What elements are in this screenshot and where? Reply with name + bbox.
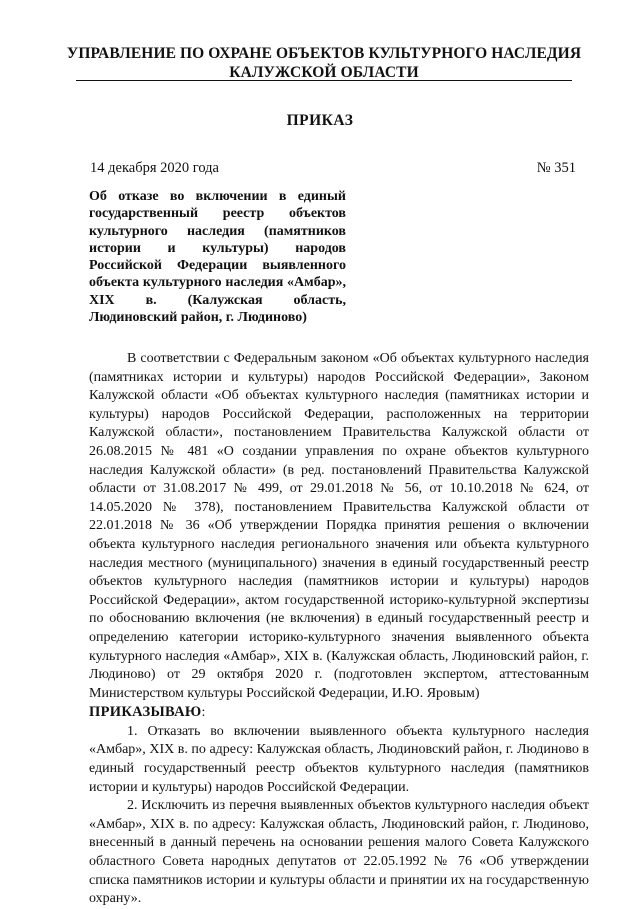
order-item-1: 1. Отказать во включении выявленного объекта культурного наследия «Амбар», XIX в. по адресу: Калужская область, Людиновский район, г. Людиново в единый государственный реестр объектов культурного наследия (памятников истории и культуры) народов Российской Федерации.	[89, 723, 589, 795]
organization-name-line1: УПРАВЛЕНИЕ ПО ОХРАНЕ ОБЪЕКТОВ КУЛЬТУРНОГО НАСЛЕДИЯ	[66, 45, 582, 62]
document-date: 14 декабря 2020 года	[90, 160, 219, 176]
document-number: № 351	[536, 160, 576, 176]
order-colon: :	[201, 705, 206, 721]
order-word: ПРИКАЗЫВАЮ	[89, 704, 202, 721]
document-subject: Об отказе во включении в единый государственный реестр объектов культурного наследия (памятников истории и культуры) народов Российской Федерации выявленного объекта культурного наследия «Амбар», XIX в. (Калужская область, Людиновский район, г. Людиново)	[89, 189, 346, 326]
preamble-paragraph: В соответствии с Федеральным законом «Об объектах культурного наследия (памятниках истории и культуры) народов Российской Федерации», Законом Калужской области «Об объектах культурного наследия (памятниках истории и культуры) народов Российской Федерации, расположенных на территории Калужской области», постановлением Правительства Калужской области от 26.08.2015 № 481 «О создании управления по охране объектов культурного наследия Калужской области» (в ред. постановлений Правительства Калужской области от 31.08.2017 № 499, от 29.01.2018 № 56, от 10.10.2018 № 624, от 14.05.2020 № 378), постановлением Правительства Калужской области от 22.01.2018 № 36 «Об утверждении Порядка принятия решения о включении объекта культурного наследия регионального значения или объекта культурного наследия местного (муниципального) значения в единый государственный реестр объектов культурного наследия (памятников истории и культуры) народов Российской Федерации», актом государственной историко-культурной экспертизы по обоснованию включения (не включения) в единый государственный реестр и определению категории историко-культурного значения выявленного объекта культурного наследия «Амбар», XIX в. (Калужская область, Людиновский район, г. Людиново) от 29 октября 2020 г. (подготовлен экспертом, аттестованным Министерством культуры Российской Федерации, И.Ю. Яровым)	[89, 351, 589, 701]
document-title: ПРИКАЗ	[286, 112, 354, 129]
order-item-2: 2. Исключить из перечня выявленных объектов культурного наследия объект «Амбар», XIX в. по адресу: Калужская область, Людиновский район, г. Людиново, внесенный в данный перечень на основании решения малого Совета Калужского областного Совета народных депутатов от 22.05.1992 № 76 «Об утверждении списка памятников истории и культуры области и принятии их на государственную охрану».	[89, 798, 589, 907]
organization-header	[60, 44, 588, 82]
order-line	[89, 703, 589, 723]
document-body	[89, 350, 589, 909]
header-underline	[76, 80, 572, 81]
organization-name-line2: КАЛУЖСКОЙ ОБЛАСТИ	[229, 64, 419, 81]
